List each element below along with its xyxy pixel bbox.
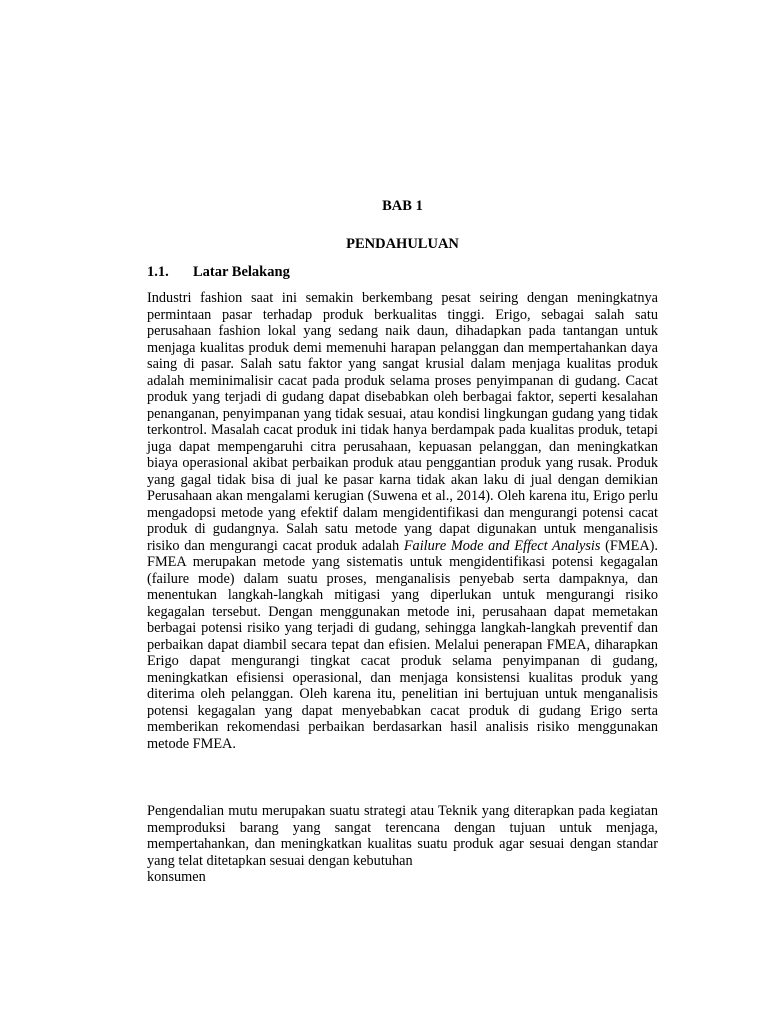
body-paragraph	[147, 803, 658, 886]
paragraph-text: Industri fashion saat ini semakin berkembang pesat seiring dengan meningkatnya permintaan pasar terhadap produk berkualitas tinggi. Erigo, sebagai salah satu perusahaan fashion lokal yang sedang naik daun, dihadapkan pada tantangan untuk menjaga kualitas produk demi memenuhi harapan pelanggan dan mempertahankan daya saing di pasar. Salah satu faktor yang sangat krusial dalam menjaga kualitas produk adalah meminimalisir cacat pada produk selama proses penyimpanan di gudang. Cacat produk yang terjadi di gudang dapat disebabkan oleh berbagai faktor, seperti kesalahan penanganan, penyimpanan yang tidak sesuai, atau kondisi lingkungan gudang yang tidak terkontrol. Masalah cacat produk ini tidak hanya berdampak pada kualitas produk, tetapi juga dapat mempengaruhi citra perusahaan, kepuasan pelanggan, dan meningkatkan biaya operasional akibat perbaikan produk atau penggantian produk yang rusak. Produk yang gagal tidak bisa di jual ke pasar karna tidak akan laku di jual dengan demikian Perusahaan akan mengalami kerugian (Suwena et al., 2014). Oleh karena itu, Erigo perlu mengadopsi metode yang efektif dalam mengidentifikasi dan mengurangi potensi cacat produk di gudangnya. Salah satu metode yang dapat digunakan untuk menganalisis risiko dan mengurangi cacat produk adalah	[147, 290, 658, 554]
chapter-label: BAB 1	[382, 198, 423, 214]
section-heading	[147, 263, 658, 281]
paragraph-last-line: konsumen	[147, 869, 206, 885]
body-paragraph	[147, 290, 658, 752]
paragraph-text-continued: (FMEA). FMEA merupakan metode yang sistematis untuk mengidentifikasi potensi kegagalan (failure mode) dalam suatu proses, menganalisis penyebab serta dampaknya, dan menentukan langkah-langkah mitigasi yang diperlukan untuk mengurangi risiko kegagalan tersebut. Dengan menggunakan metode ini, perusahaan dapat memetakan berbagai potensi risiko yang terjadi di gudang, sehingga langkah-langkah preventif dan perbaikan dapat diambil secara tepat dan efisien. Melalui penerapan FMEA, diharapkan Erigo dapat mengurangi tingkat cacat produk selama penyimpanan di gudang, meningkatkan efisiensi operasional, dan menjaga konsistensi kualitas produk yang diterima oleh pelanggan. Oleh karena itu, penelitian ini bertujuan untuk menganalisis potensi kegagalan yang dapat menyebabkan cacat produk di gudang Erigo serta memberikan rekomendasi perbaikan berdasarkan hasil analisis risiko menggunakan metode FMEA.	[147, 537, 658, 752]
chapter-title: PENDAHULUAN	[346, 236, 459, 252]
section-title: Latar Belakang	[193, 264, 290, 280]
method-term-italic: Failure Mode and Effect Analysis	[403, 537, 601, 554]
paragraph-text: Pengendalian mutu merupakan suatu strategi atau Teknik yang diterapkan pada kegiatan memproduksi barang yang sangat terencana dengan tujuan untuk menjaga, mempertahankan, dan meningkatkan kualitas suatu produk agar sesuai dengan standar yang telat ditetapkan sesuai dengan kebutuhan	[147, 803, 658, 869]
section-number: 1.1.	[147, 264, 169, 280]
